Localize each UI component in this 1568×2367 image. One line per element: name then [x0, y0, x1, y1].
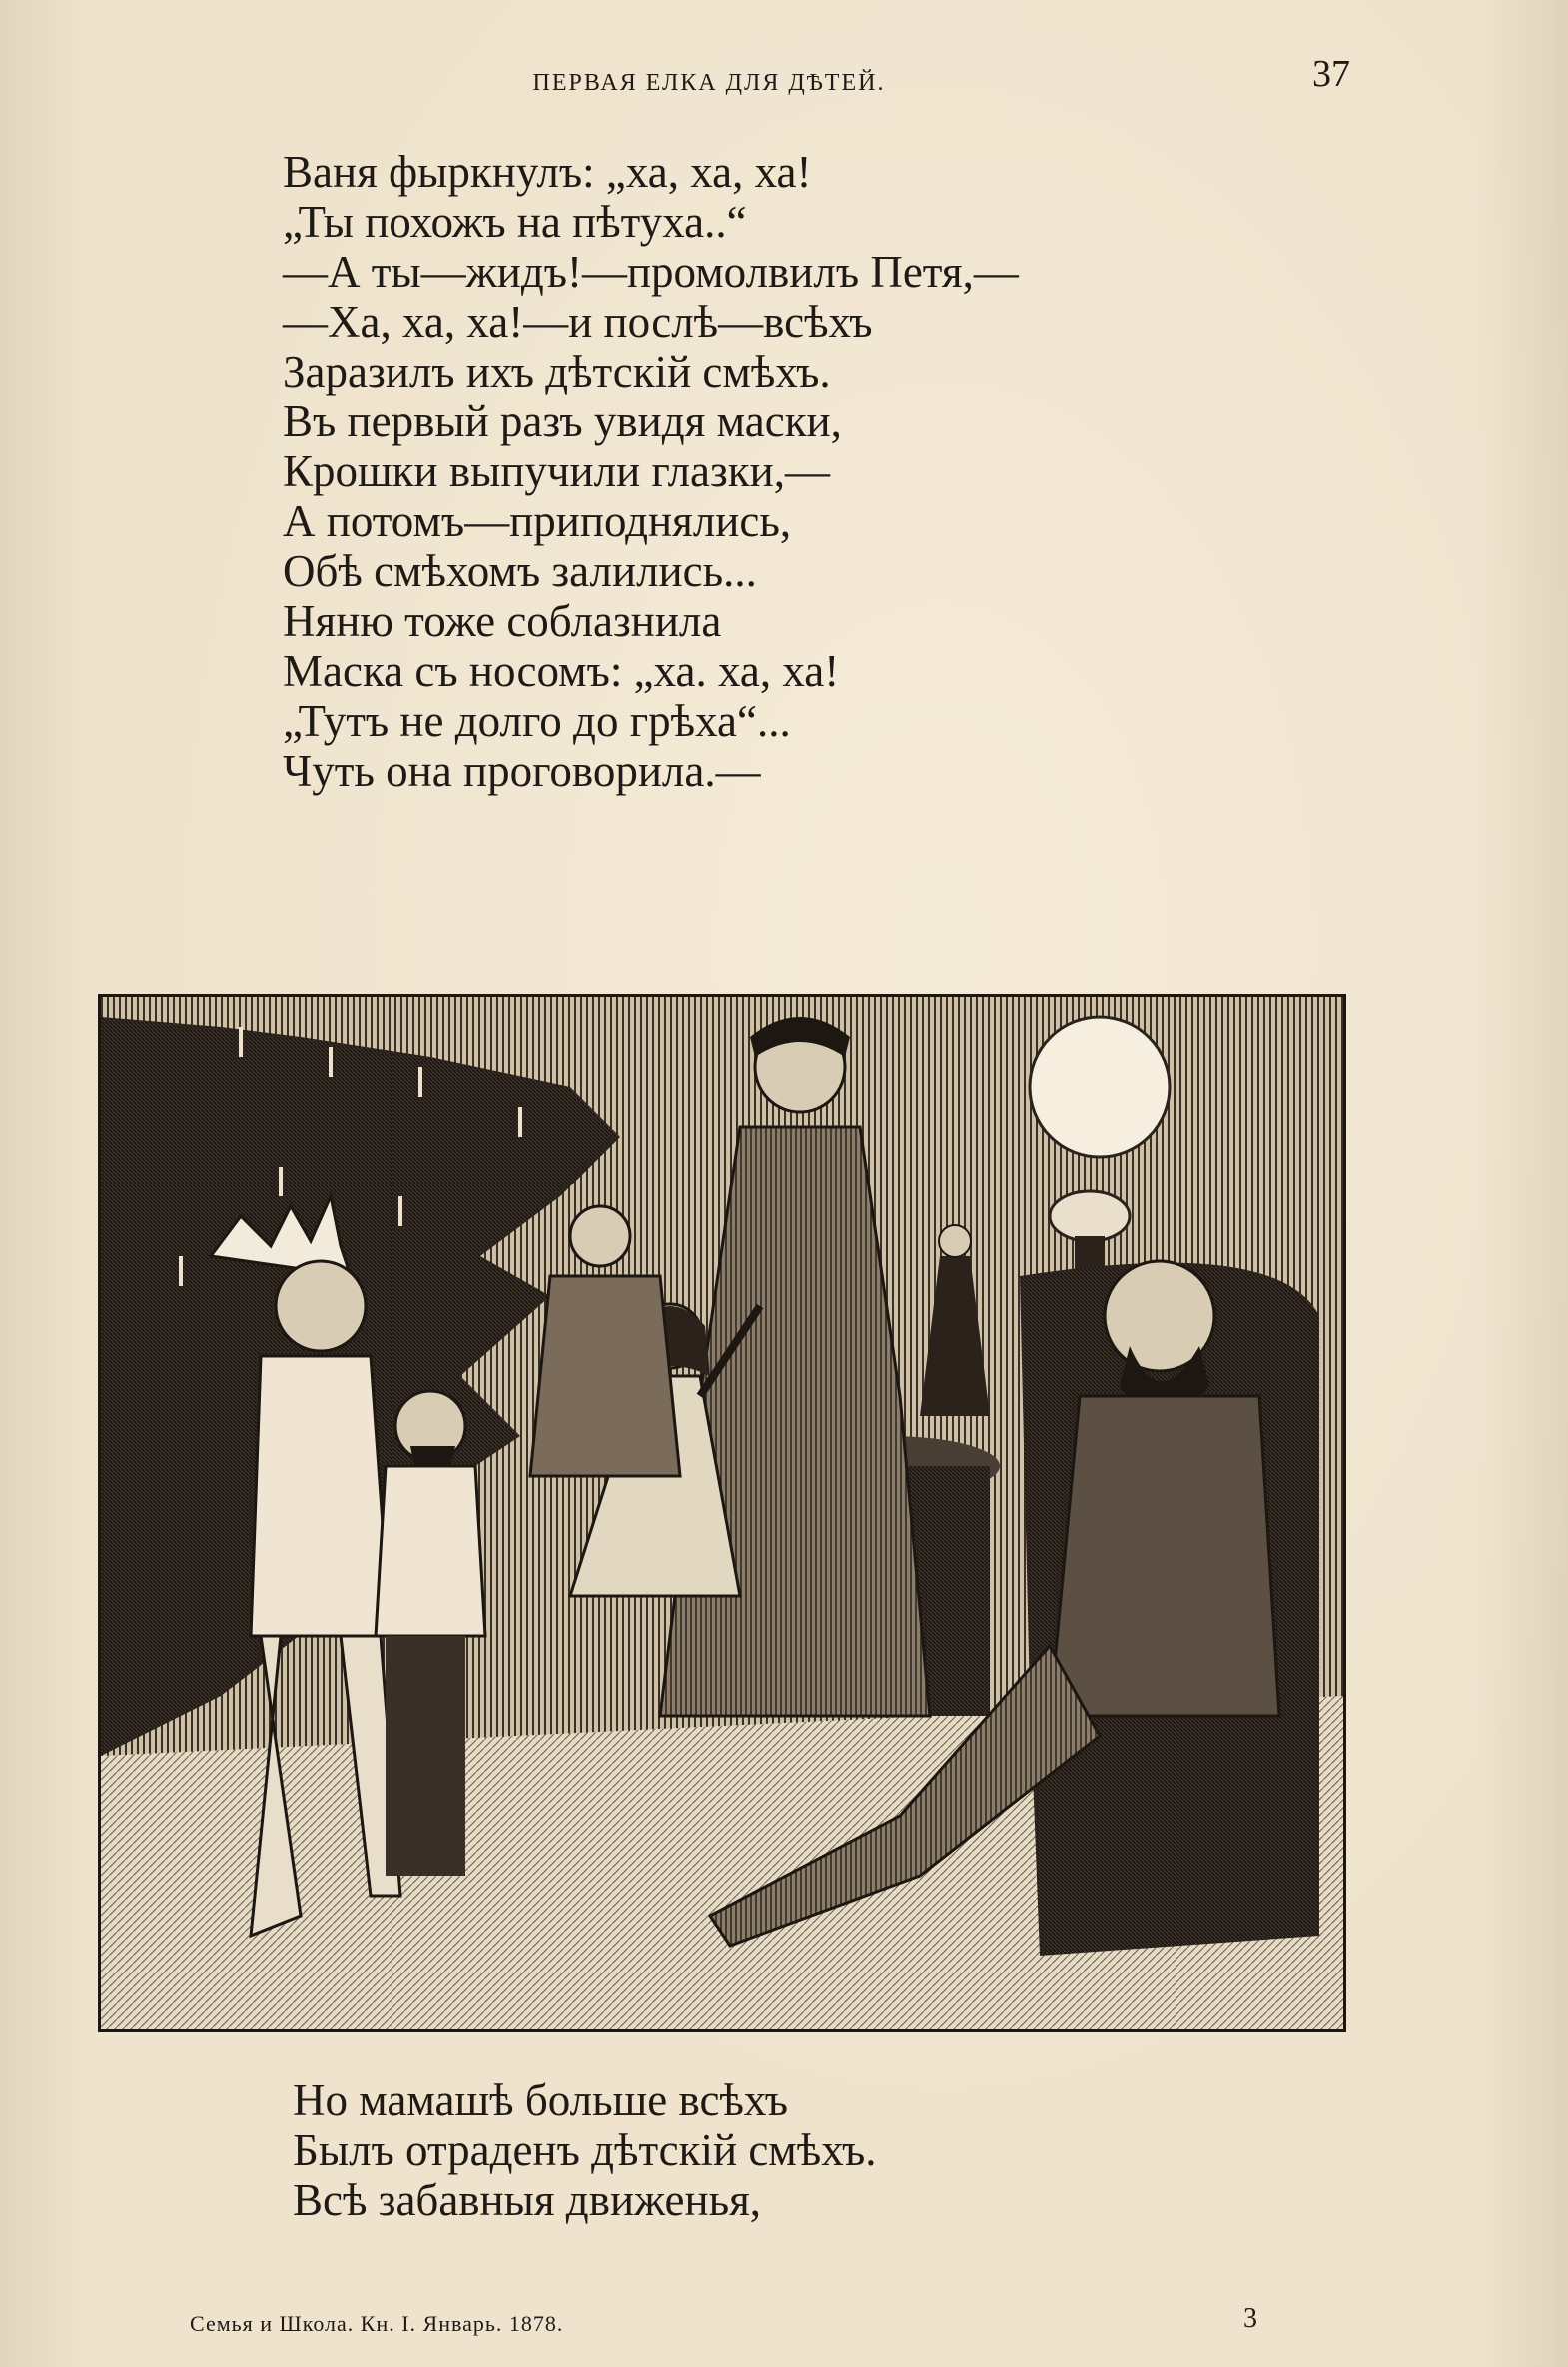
verse-line: Всѣ забавныя движенья, [293, 2175, 762, 2225]
footer-source: Семья и Школа. Кн. I. Январь. 1878. [190, 2311, 564, 2336]
father-coat [1050, 1396, 1279, 1716]
verse-bottom [293, 2075, 877, 2225]
verse-line: Былъ отраденъ дѣтскій смѣхъ. [293, 2125, 877, 2175]
verse-line: —Ха, ха, ха!—и послѣ—всѣхъ [283, 297, 873, 347]
child-background-body [530, 1276, 680, 1476]
footer-signature: 3 [1243, 2303, 1257, 2334]
second-boy-shirt [376, 1466, 485, 1636]
second-boy-legs [386, 1636, 465, 1876]
verse-line: „Тутъ не долго до грѣха“... [283, 696, 791, 746]
page-number: 37 [1312, 53, 1350, 95]
running-title: ПЕРВАЯ ЕЛКА ДЛЯ ДѢТЕЙ. [532, 70, 886, 96]
lamp-globe [1030, 1017, 1170, 1157]
verse-line: —А ты—жидъ!—промолвилъ Петя,— [283, 247, 1019, 297]
child-background-head [570, 1206, 630, 1266]
verse-line: Чуть она проговорила.— [283, 746, 761, 796]
rooster-mask-face [276, 1261, 366, 1351]
verse-line: Но мамашѣ больше всѣхъ [293, 2075, 788, 2125]
verse-top [283, 147, 1019, 796]
verse-line: Ваня фыркнулъ: „ха, ха, ха! [283, 147, 812, 197]
verse-line: А потомъ—приподнялись, [283, 496, 792, 546]
engraving-illustration [98, 994, 1346, 2032]
verse-line: Крошки выпучили глазки,— [283, 446, 830, 496]
verse-line: Няню тоже соблазнила [283, 596, 722, 646]
verse-line: Обѣ смѣхомъ залились... [283, 546, 757, 596]
boy-shirt [251, 1356, 391, 1636]
engraving-drawing [101, 997, 1343, 2029]
lamp-font [1050, 1191, 1130, 1241]
verse-line: Въ первый разъ увидя маски, [283, 396, 842, 446]
verse-line: „Ты похожъ на пѣтуха..“ [283, 197, 747, 247]
verse-line: Маска съ носомъ: „ха. ха, ха! [283, 646, 840, 696]
doll-head [939, 1225, 971, 1257]
verse-line: Заразилъ ихъ дѣтскій смѣхъ. [283, 347, 831, 396]
